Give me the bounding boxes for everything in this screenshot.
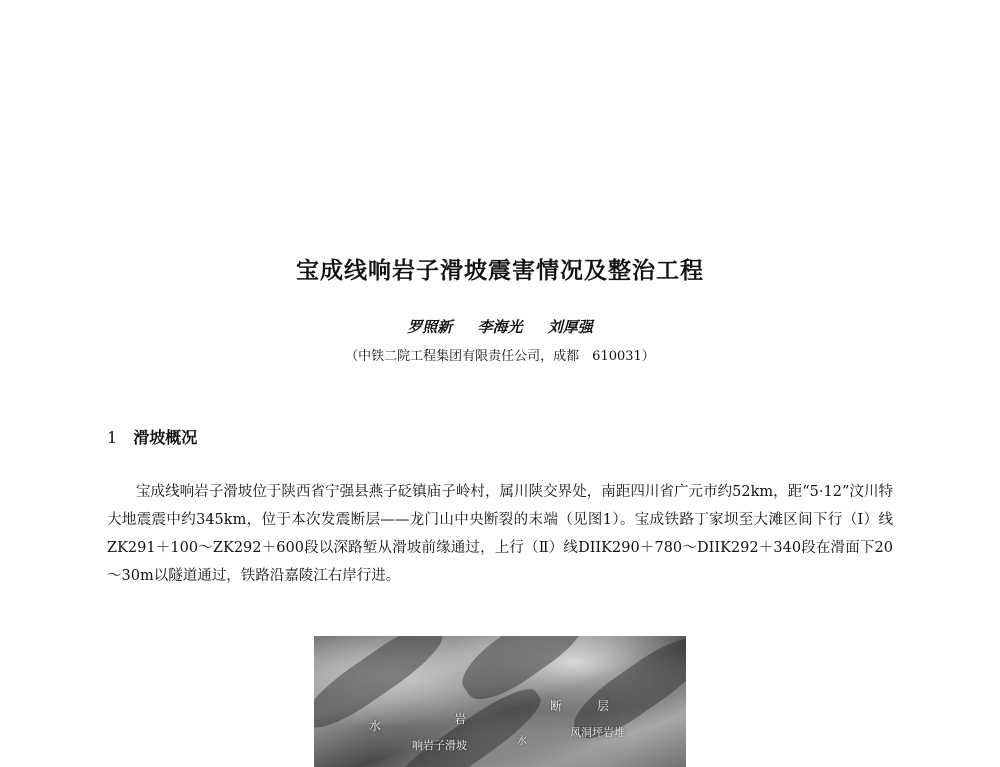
author-name: 罗照新 (407, 318, 453, 336)
figure-label-yan: 岩 (454, 712, 467, 726)
figure-label-ceng: 层 (597, 699, 610, 713)
figure-label-duan: 断 (550, 699, 563, 713)
paper-title: 宝成线响岩子滑坡震害情况及整治工程 (296, 258, 704, 284)
figure-label-landslide: 响岩子滑坡 (412, 739, 467, 752)
author-name: 刘厚强 (547, 318, 593, 336)
section-heading (107, 425, 197, 448)
aerial-photo-figure (314, 636, 686, 767)
body-paragraph: 宝成线响岩子滑坡位于陕西省宁强县燕子砭镇庙子岭村，属川陕交界处，南距四川省广元市约52km，距“5·12”汶川特大地震震中约345km，位于本次发震断层——龙门山中央断裂的末端（见图1）。宝成铁路丁家坝至大滩区间下行（Ⅰ）线ZK291＋100～ZK292＋600段以深路堑从滑坡前缘通过，上行（Ⅱ）线DIIK290＋780～DIIK292＋340段在滑面下20～30m以隧道通过，铁路沿嘉陵江右岸行进。 (107, 484, 893, 584)
section-title: 滑坡概况 (133, 428, 198, 447)
figure-label-shui2: 水 (517, 736, 527, 747)
affiliation: （中铁二院工程集团有限责任公司，成都 610031） (345, 349, 655, 364)
author-list (0, 316, 1000, 337)
section-number: 1 (107, 428, 118, 447)
author-name: 李海光 (477, 318, 523, 336)
figure-label-shui: 水 (369, 719, 382, 733)
figure-label-fengdongping: 风洞坪岩堆 (570, 726, 625, 739)
